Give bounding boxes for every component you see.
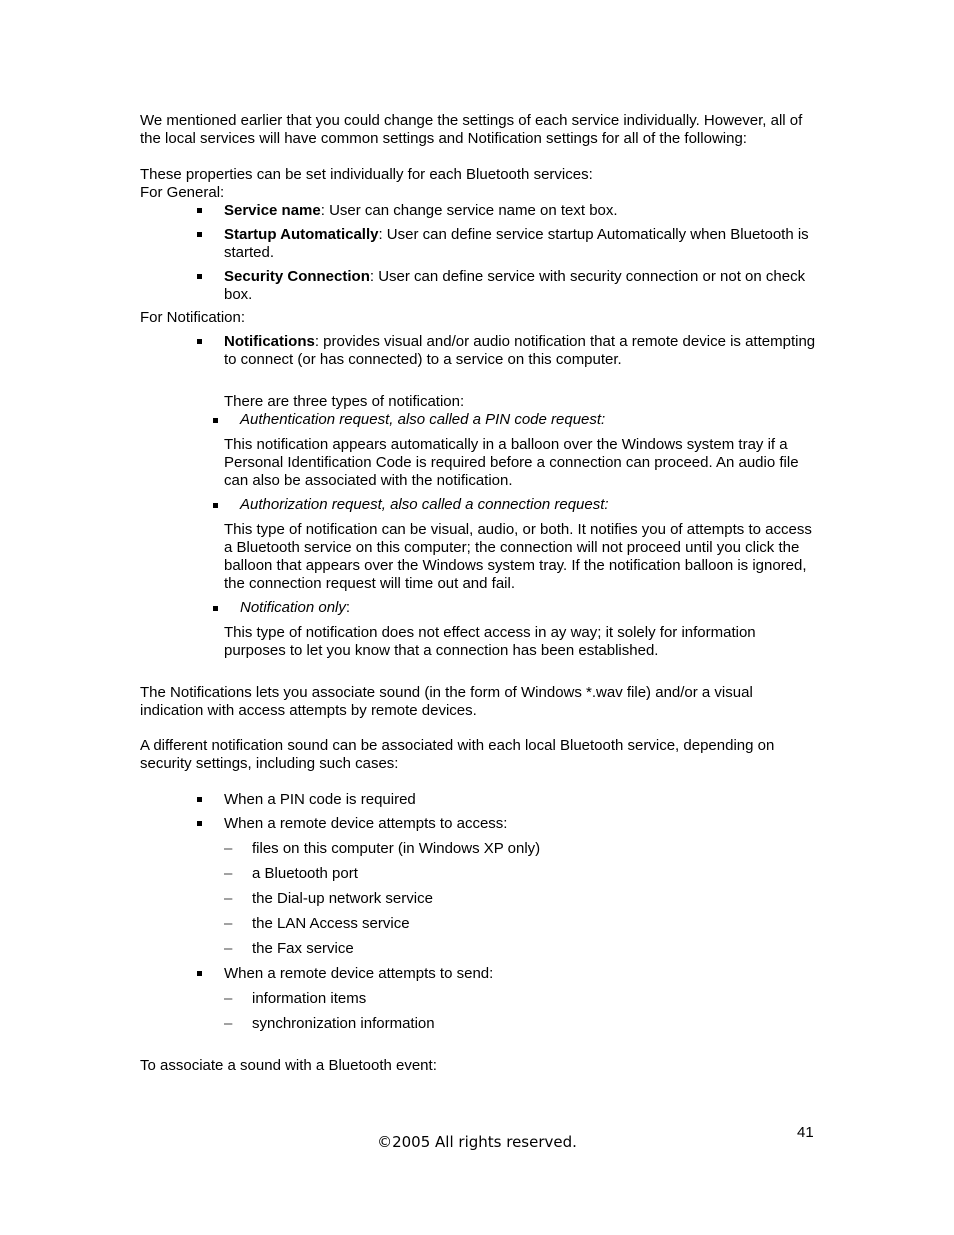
- list-item: – information items: [140, 990, 820, 1008]
- properties-line: These properties can be set individually for each Bluetooth services:: [140, 166, 593, 183]
- type-description: This type of notification does not effect access in ay way; it solely for information purposes to let you know that a connection has been established.: [224, 624, 756, 659]
- list-item: Notifications: provides visual and/or audio notification that a remote device is attempting to connect (or has connected) to a service on this computer.: [140, 333, 820, 369]
- list-item: Service name: User can change service name on text box.: [140, 202, 820, 220]
- types-list-1: [140, 411, 820, 429]
- list-item: Authorization request, also called a connection request:: [140, 496, 820, 514]
- footer-copyright: ©2005 All rights reserved.: [377, 1133, 577, 1151]
- list-item: When a remote device attempts to access:: [140, 815, 820, 833]
- cases-list: [140, 791, 820, 833]
- list-item: Authentication request, also called a PIN code request:: [140, 411, 820, 429]
- cases-list-send: [140, 965, 820, 983]
- list-item: – the Dial-up network service: [140, 890, 820, 908]
- send-list: [140, 990, 820, 1033]
- type-description: This notification appears automatically in a balloon over the Windows system tray if a Personal Identification Code is required before a connection can proceed. An audio file can also be associated with the notification.: [224, 436, 799, 489]
- types-list-2: [140, 496, 820, 514]
- list-item: Notification only:: [140, 599, 820, 617]
- general-heading: For General:: [140, 184, 225, 201]
- notification-heading: For Notification:: [140, 309, 246, 326]
- list-item: Startup Automatically: User can define service startup Automatically when Bluetooth is started.: [140, 226, 820, 262]
- notifications-paragraph: The Notifications lets you associate sound (in the form of Windows *.wav file) and/or a visual indication with access attempts by remote devices.: [140, 684, 753, 719]
- list-item: When a remote device attempts to send:: [140, 965, 820, 983]
- list-item: – the Fax service: [140, 940, 820, 958]
- page-body: [140, 112, 820, 1075]
- list-item: When a PIN code is required: [140, 791, 820, 809]
- intro-paragraph: We mentioned earlier that you could change the settings of each service individually. However, all of the local services will have common settings and Notification settings for all of the following:: [140, 112, 803, 147]
- list-item: Security Connection: User can define service with security connection or not on check box.: [140, 268, 820, 304]
- closing-line: To associate a sound with a Bluetooth event:: [140, 1057, 437, 1074]
- access-list: [140, 840, 820, 958]
- list-item: – files on this computer (in Windows XP only): [140, 840, 820, 858]
- cases-paragraph: A different notification sound can be associated with each local Bluetooth service, depending on security settings, including such cases:: [140, 737, 775, 772]
- types-list-3: [140, 599, 820, 617]
- type-description: This type of notification can be visual, audio, or both. It notifies you of attempts to access a Bluetooth service on this computer; the connection will not proceed until you click the balloon that appears over the Windows system tray. If the notification balloon is ignored, the connection request will time out and fail.: [224, 521, 812, 592]
- list-item: – synchronization information: [140, 1015, 820, 1033]
- page-number: 41: [797, 1124, 814, 1141]
- general-list: [140, 202, 820, 304]
- notification-list: [140, 333, 820, 369]
- list-item: – a Bluetooth port: [140, 865, 820, 883]
- list-item: – the LAN Access service: [140, 915, 820, 933]
- types-intro: There are three types of notification:: [224, 393, 465, 410]
